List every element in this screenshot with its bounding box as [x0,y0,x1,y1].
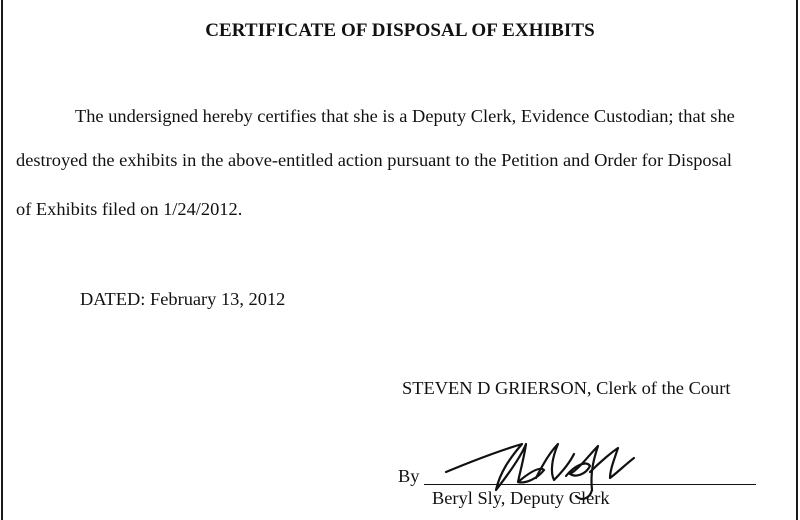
document-title: CERTIFICATE OF DISPOSAL OF EXHIBITS [205,20,595,41]
clerk-of-court-line: STEVEN D GRIERSON, Clerk of the Court [402,378,731,398]
by-label: By [398,466,420,486]
dated-line: DATED: February 13, 2012 [80,289,286,309]
right-border-line [796,0,798,520]
certification-text-line-2: destroyed the exhibits in the above-entitled action pursuant to the Petition and Order for Disposal [16,150,733,170]
certification-text-line-1: The undersigned hereby certifies that she is a Deputy Clerk, Evidence Custodian; that she [75,106,735,126]
signer-name: Beryl Sly, Deputy Clerk [432,488,610,508]
left-border-line [1,0,3,520]
certification-text-line-3: of Exhibits filed on 1/24/2012. [16,199,243,219]
handwritten-signature-icon [440,432,640,512]
